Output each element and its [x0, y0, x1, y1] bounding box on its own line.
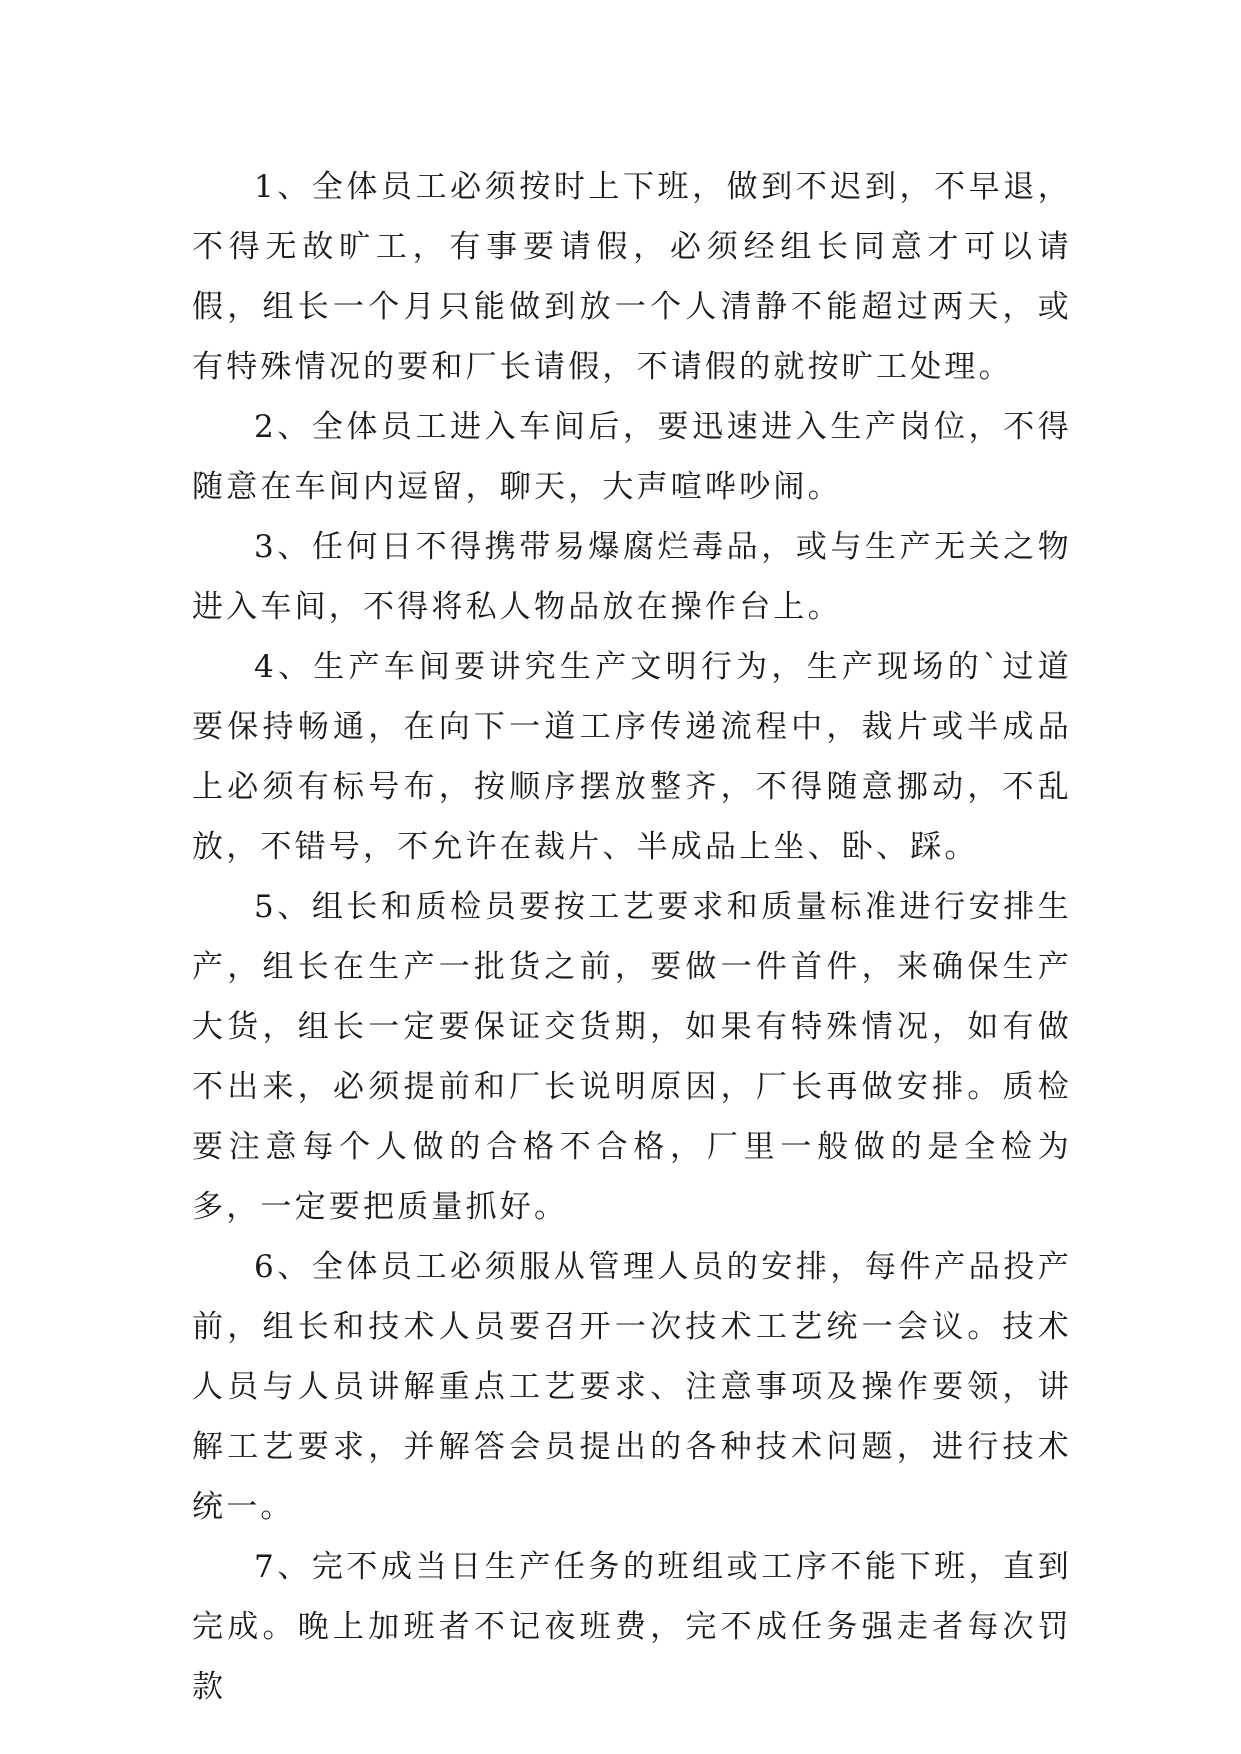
document-body — [192, 157, 1072, 1717]
rule-paragraph-4: 4、生产车间要讲究生产文明行为，生产现场的`过道要保持畅通，在向下一道工序传递流程中，裁片或半成品上必须有标号布，按顺序摆放整齐，不得随意挪动，不乱放，不错号，不允许在裁片、半成品上坐、卧、踩。 — [192, 649, 1072, 865]
rule-paragraph-1: 1、全体员工必须按时上下班，做到不迟到，不早退，不得无故旷工，有事要请假，必须经组长同意才可以请假，组长一个月只能做到放一个人清静不能超过两天，或有特殊情况的要和厂长请假，不请假的就按旷工处理。 — [192, 169, 1072, 385]
rule-paragraph-5: 5、组长和质检员要按工艺要求和质量标准进行安排生产，组长在生产一批货之前，要做一件首件，来确保生产大货，组长一定要保证交货期，如果有特殊情况，如有做不出来，必须提前和厂长说明原因，厂长再做安排。质检要注意每个人做的合格不合格，厂里一般做的是全检为多，一定要把质量抓好。 — [192, 889, 1072, 1225]
rule-paragraph-7: 7、完不成当日生产任务的班组或工序不能下班，直到完成。晚上加班者不记夜班费，完不成任务强走者每次罚款 — [192, 1549, 1072, 1705]
rule-paragraph-2: 2、全体员工进入车间后，要迅速进入生产岗位，不得随意在车间内逗留，聊天，大声喧哗吵闹。 — [192, 409, 1072, 505]
rule-paragraph-3: 3、任何日不得携带易爆腐烂毒品，或与生产无关之物进入车间，不得将私人物品放在操作台上。 — [192, 529, 1072, 625]
rule-paragraph-6: 6、全体员工必须服从管理人员的安排，每件产品投产前，组长和技术人员要召开一次技术工艺统一会议。技术人员与人员讲解重点工艺要求、注意事项及操作要领，讲解工艺要求，并解答会员提出的各种技术问题，进行技术统一。 — [192, 1249, 1072, 1525]
